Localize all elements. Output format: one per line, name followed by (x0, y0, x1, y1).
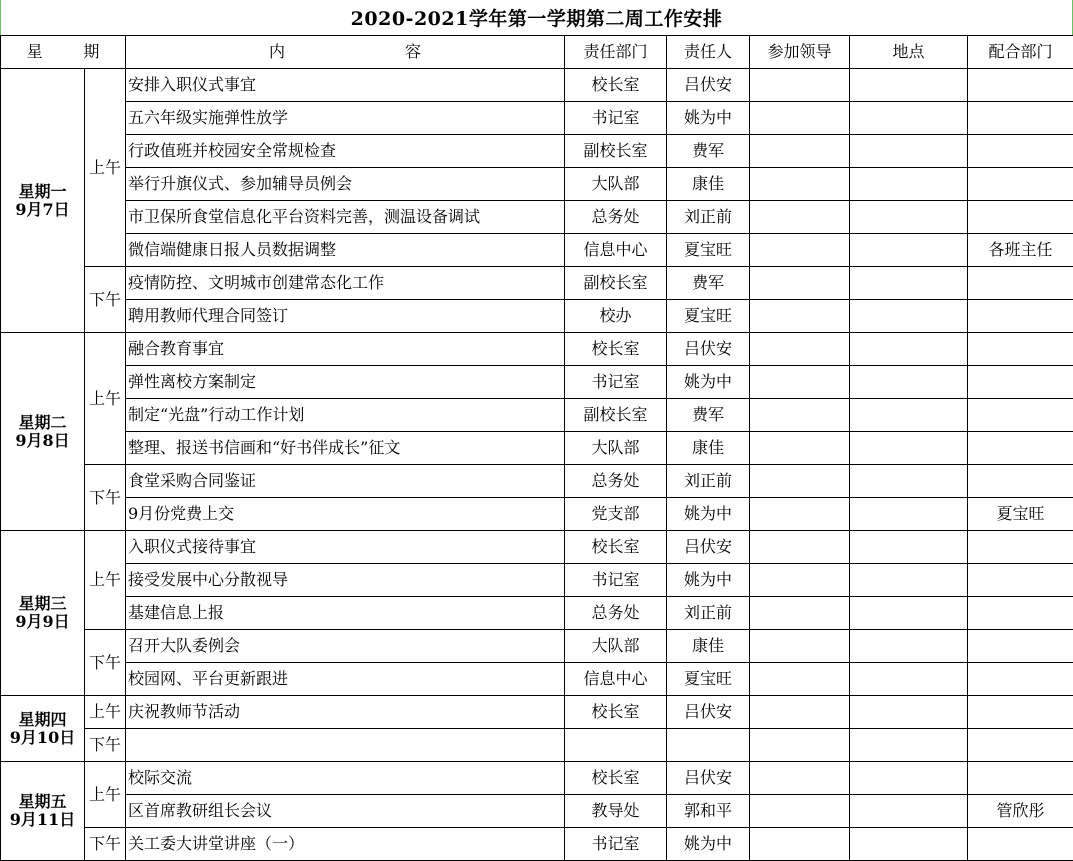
leader-cell (750, 102, 850, 135)
coop-dept-cell (968, 663, 1073, 696)
page-title: 2020-2021学年第一学期第二周工作安排 (0, 0, 1073, 35)
place-cell (850, 333, 968, 366)
header-coop: 配合部门 (968, 36, 1073, 69)
task-content-cell: 9月份党费上交 (126, 498, 565, 531)
place-cell (850, 663, 968, 696)
person-cell: 康佳 (667, 168, 750, 201)
person-cell: 吕伏安 (667, 333, 750, 366)
task-content-cell: 融合教育事宜 (126, 333, 565, 366)
dept-cell: 总务处 (565, 201, 667, 234)
table-row (1, 729, 1073, 762)
table-row (1, 630, 1073, 663)
place-cell (850, 729, 968, 762)
leader-cell (750, 432, 850, 465)
person-cell: 吕伏安 (667, 762, 750, 795)
day-cell (1, 762, 85, 861)
coop-dept-cell (968, 201, 1073, 234)
place-cell (850, 366, 968, 399)
table-row (1, 399, 1073, 432)
person-cell: 姚为中 (667, 102, 750, 135)
coop-dept-cell (968, 630, 1073, 663)
table-row (1, 432, 1073, 465)
header-day-b: 期 (83, 42, 99, 61)
person-cell: 吕伏安 (667, 69, 750, 102)
leader-cell (750, 69, 850, 102)
coop-dept-cell (968, 333, 1073, 366)
person-cell: 费军 (667, 267, 750, 300)
day-cell (1, 531, 85, 696)
place-cell (850, 762, 968, 795)
person-cell: 夏宝旺 (667, 663, 750, 696)
table-row (1, 69, 1073, 102)
header-dept: 责任部门 (565, 36, 667, 69)
coop-dept-cell (968, 828, 1073, 861)
person-cell: 刘正前 (667, 465, 750, 498)
half-day-cell: 上午 (85, 69, 126, 267)
task-content-cell: 区首席教研组长会议 (126, 795, 565, 828)
half-day-cell: 上午 (85, 531, 126, 630)
leader-cell (750, 828, 850, 861)
half-day-cell: 下午 (85, 630, 126, 696)
person-cell: 康佳 (667, 432, 750, 465)
leader-cell (750, 300, 850, 333)
header-day-a: 星 (27, 42, 43, 61)
task-content-cell: 市卫保所食堂信息化平台资料完善，测温设备调试 (126, 201, 565, 234)
coop-dept-cell (968, 762, 1073, 795)
coop-dept-cell (968, 69, 1073, 102)
leader-cell (750, 267, 850, 300)
coop-dept-cell (968, 729, 1073, 762)
dept-cell: 大队部 (565, 432, 667, 465)
table-row (1, 135, 1073, 168)
task-content-cell: 庆祝教师节活动 (126, 696, 565, 729)
dept-cell: 校长室 (565, 696, 667, 729)
coop-dept-cell (968, 465, 1073, 498)
task-content-cell: 疫情防控、文明城市创建常态化工作 (126, 267, 565, 300)
table-row (1, 762, 1073, 795)
dept-cell: 校长室 (565, 531, 667, 564)
header-content-b: 容 (405, 42, 421, 61)
person-cell: 吕伏安 (667, 531, 750, 564)
day-name: 星期五 (3, 793, 82, 811)
coop-dept-cell (968, 102, 1073, 135)
task-content-cell: 召开大队委例会 (126, 630, 565, 663)
place-cell (850, 432, 968, 465)
day-name: 星期二 (3, 414, 82, 432)
place-cell (850, 234, 968, 267)
dept-cell (565, 729, 667, 762)
dept-cell: 校办 (565, 300, 667, 333)
dept-cell: 书记室 (565, 102, 667, 135)
table-row (1, 564, 1073, 597)
person-cell: 夏宝旺 (667, 300, 750, 333)
task-content-cell (126, 729, 565, 762)
person-cell: 康佳 (667, 630, 750, 663)
person-cell: 吕伏安 (667, 696, 750, 729)
leader-cell (750, 135, 850, 168)
table-row (1, 531, 1073, 564)
place-cell (850, 168, 968, 201)
header-leader: 参加领导 (750, 36, 850, 69)
coop-dept-cell: 各班主任 (968, 234, 1073, 267)
dept-cell: 副校长室 (565, 267, 667, 300)
coop-dept-cell (968, 696, 1073, 729)
task-content-cell: 基建信息上报 (126, 597, 565, 630)
leader-cell (750, 465, 850, 498)
day-cell (1, 69, 85, 333)
task-content-cell: 校园网、平台更新跟进 (126, 663, 565, 696)
dept-cell: 信息中心 (565, 234, 667, 267)
person-cell: 郭和平 (667, 795, 750, 828)
task-content-cell: 食堂采购合同鉴证 (126, 465, 565, 498)
dept-cell: 校长室 (565, 762, 667, 795)
day-date: 9月9日 (3, 613, 82, 631)
half-day-cell: 下午 (85, 465, 126, 531)
dept-cell: 总务处 (565, 597, 667, 630)
dept-cell: 书记室 (565, 366, 667, 399)
half-day-cell: 下午 (85, 828, 126, 861)
day-date: 9月7日 (3, 201, 82, 219)
half-day-cell: 上午 (85, 333, 126, 465)
place-cell (850, 135, 968, 168)
header-content (126, 36, 565, 69)
leader-cell (750, 168, 850, 201)
dept-cell: 总务处 (565, 465, 667, 498)
leader-cell (750, 564, 850, 597)
dept-cell: 大队部 (565, 630, 667, 663)
leader-cell (750, 498, 850, 531)
person-cell (667, 729, 750, 762)
person-cell: 姚为中 (667, 564, 750, 597)
dept-cell: 大队部 (565, 168, 667, 201)
person-cell: 夏宝旺 (667, 234, 750, 267)
leader-cell (750, 333, 850, 366)
table-row (1, 333, 1073, 366)
half-day-cell: 上午 (85, 762, 126, 828)
table-row (1, 102, 1073, 135)
task-content-cell: 接受发展中心分散视导 (126, 564, 565, 597)
day-name: 星期四 (3, 711, 82, 729)
place-cell (850, 399, 968, 432)
dept-cell: 书记室 (565, 828, 667, 861)
task-content-cell: 弹性离校方案制定 (126, 366, 565, 399)
leader-cell (750, 366, 850, 399)
dept-cell: 党支部 (565, 498, 667, 531)
half-day-cell: 下午 (85, 267, 126, 333)
leader-cell (750, 201, 850, 234)
place-cell (850, 597, 968, 630)
leader-cell (750, 729, 850, 762)
place-cell (850, 102, 968, 135)
coop-dept-cell (968, 300, 1073, 333)
coop-dept-cell (968, 267, 1073, 300)
half-day-cell: 上午 (85, 696, 126, 729)
sheet-edge-left (0, 0, 1, 36)
table-row (1, 828, 1073, 861)
day-cell (1, 333, 85, 531)
dept-cell: 书记室 (565, 564, 667, 597)
table-row (1, 795, 1073, 828)
task-content-cell: 整理、报送书信画和“好书伴成长”征文 (126, 432, 565, 465)
task-content-cell: 入职仪式接待事宜 (126, 531, 565, 564)
half-day-cell: 下午 (85, 729, 126, 762)
leader-cell (750, 663, 850, 696)
day-name: 星期一 (3, 183, 82, 201)
header-place: 地点 (850, 36, 968, 69)
place-cell (850, 828, 968, 861)
table-row (1, 234, 1073, 267)
leader-cell (750, 234, 850, 267)
dept-cell: 校长室 (565, 69, 667, 102)
coop-dept-cell (968, 531, 1073, 564)
header-day (1, 36, 126, 69)
table-row (1, 465, 1073, 498)
place-cell (850, 531, 968, 564)
task-content-cell: 举行升旗仪式、参加辅导员例会 (126, 168, 565, 201)
day-date: 9月8日 (3, 432, 82, 450)
table-row (1, 663, 1073, 696)
task-content-cell: 校际交流 (126, 762, 565, 795)
table-row (1, 597, 1073, 630)
task-content-cell: 微信端健康日报人员数据调整 (126, 234, 565, 267)
person-cell: 费军 (667, 135, 750, 168)
coop-dept-cell: 管欣彤 (968, 795, 1073, 828)
table-row (1, 168, 1073, 201)
place-cell (850, 267, 968, 300)
task-content-cell: 关工委大讲堂讲座（一） (126, 828, 565, 861)
header-person: 责任人 (667, 36, 750, 69)
leader-cell (750, 630, 850, 663)
coop-dept-cell (968, 564, 1073, 597)
dept-cell: 副校长室 (565, 135, 667, 168)
place-cell (850, 630, 968, 663)
day-cell (1, 696, 85, 762)
leader-cell (750, 399, 850, 432)
person-cell: 刘正前 (667, 201, 750, 234)
leader-cell (750, 696, 850, 729)
dept-cell: 副校长室 (565, 399, 667, 432)
person-cell: 费军 (667, 399, 750, 432)
schedule-table (0, 35, 1073, 861)
coop-dept-cell (968, 597, 1073, 630)
day-date: 9月11日 (3, 811, 82, 829)
place-cell (850, 696, 968, 729)
person-cell: 姚为中 (667, 828, 750, 861)
dept-cell: 校长室 (565, 333, 667, 366)
coop-dept-cell (968, 168, 1073, 201)
place-cell (850, 300, 968, 333)
day-date: 9月10日 (3, 729, 82, 747)
place-cell (850, 69, 968, 102)
coop-dept-cell: 夏宝旺 (968, 498, 1073, 531)
coop-dept-cell (968, 399, 1073, 432)
person-cell: 姚为中 (667, 366, 750, 399)
header-content-a: 内 (269, 42, 285, 61)
leader-cell (750, 531, 850, 564)
table-row (1, 201, 1073, 234)
dept-cell: 信息中心 (565, 663, 667, 696)
place-cell (850, 201, 968, 234)
dept-cell: 教导处 (565, 795, 667, 828)
task-content-cell: 聘用教师代理合同签订 (126, 300, 565, 333)
task-content-cell: 行政值班并校园安全常规检查 (126, 135, 565, 168)
place-cell (850, 795, 968, 828)
person-cell: 刘正前 (667, 597, 750, 630)
person-cell: 姚为中 (667, 498, 750, 531)
table-row (1, 696, 1073, 729)
place-cell (850, 564, 968, 597)
task-content-cell: 五六年级实施弹性放学 (126, 102, 565, 135)
task-content-cell: 制定“光盘”行动工作计划 (126, 399, 565, 432)
table-row (1, 300, 1073, 333)
coop-dept-cell (968, 432, 1073, 465)
coop-dept-cell (968, 366, 1073, 399)
place-cell (850, 498, 968, 531)
leader-cell (750, 597, 850, 630)
place-cell (850, 465, 968, 498)
coop-dept-cell (968, 135, 1073, 168)
table-row (1, 267, 1073, 300)
task-content-cell: 安排入职仪式事宜 (126, 69, 565, 102)
table-row (1, 366, 1073, 399)
day-name: 星期三 (3, 595, 82, 613)
header-row (1, 36, 1073, 69)
table-row (1, 498, 1073, 531)
leader-cell (750, 762, 850, 795)
leader-cell (750, 795, 850, 828)
